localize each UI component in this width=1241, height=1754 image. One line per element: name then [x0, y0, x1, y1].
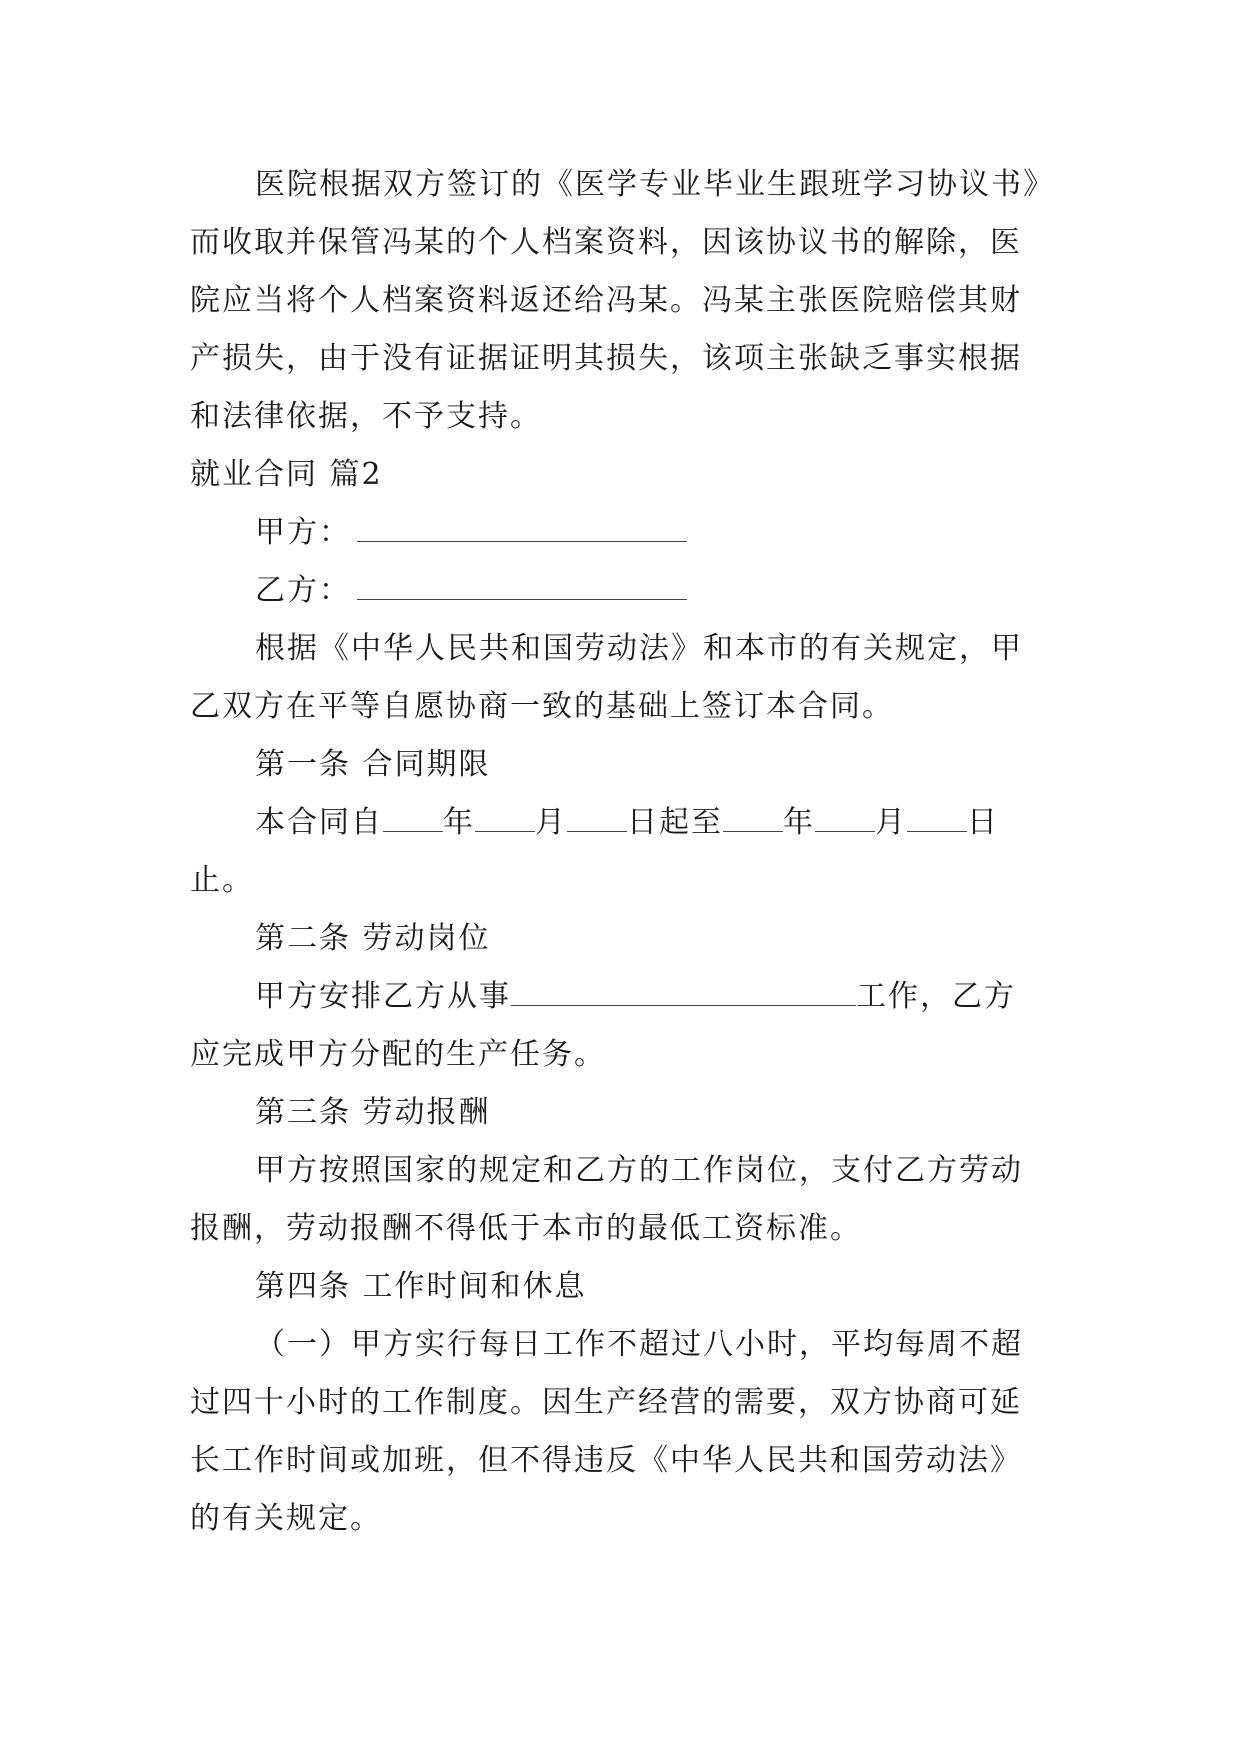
article-3-line: 甲方按照国家的规定和乙方的工作岗位，支付乙方劳动 [255, 1153, 1023, 1188]
party-b-blank [357, 575, 687, 600]
month-label: 月 [535, 805, 567, 840]
party-b-label: 乙方： [255, 573, 351, 608]
section-heading: 就业合同 篇2 [190, 457, 383, 492]
article-4-line: （一）甲方实行每日工作不超过八小时，平均每周不超 [255, 1327, 1023, 1362]
article-3-title: 第三条 劳动报酬 [255, 1095, 491, 1130]
end-year-blank [723, 807, 783, 832]
article-4-line: 长工作时间或加班，但不得违反《中华人民共和国劳动法》 [190, 1443, 1022, 1478]
paragraph-line: 院应当将个人档案资料返还给冯某。冯某主张医院赔偿其财 [190, 283, 1022, 318]
article-1-term-row [255, 803, 999, 843]
article-4-title: 第四条 工作时间和休息 [255, 1269, 587, 1304]
day-to-label: 日起至 [627, 805, 723, 840]
job-blank [511, 981, 856, 1006]
party-a-blank [357, 517, 687, 542]
article-2-row [255, 977, 1016, 1017]
party-b-row [255, 571, 687, 611]
year-label: 年 [783, 805, 815, 840]
intro-line: 根据《中华人民共和国劳动法》和本市的有关规定，甲 [255, 631, 1023, 666]
term-start-text: 本合同自 [255, 805, 383, 840]
party-a-label: 甲方： [255, 515, 351, 550]
start-month-blank [475, 807, 535, 832]
article-4-line: 的有关规定。 [190, 1501, 382, 1536]
start-year-blank [383, 807, 443, 832]
paragraph-line: 医院根据双方签订的《医学专业毕业生跟班学习协议书》 [255, 167, 1055, 202]
paragraph-line: 和法律依据，不予支持。 [190, 399, 542, 434]
article-2-line: 应完成甲方分配的生产任务。 [190, 1037, 606, 1072]
day-label: 日 [967, 805, 999, 840]
start-day-blank [567, 807, 627, 832]
end-month-blank [815, 807, 875, 832]
paragraph-line: 而收取并保管冯某的个人档案资料，因该协议书的解除，医 [190, 225, 1022, 260]
term-end-text: 止。 [190, 863, 254, 898]
month-label: 月 [875, 805, 907, 840]
article-4-line: 过四十小时的工作制度。因生产经营的需要，双方协商可延 [190, 1385, 1022, 1420]
paragraph-line: 产损失，由于没有证据证明其损失，该项主张缺乏事实根据 [190, 341, 1022, 376]
year-label: 年 [443, 805, 475, 840]
end-day-blank [907, 807, 967, 832]
article-1-title: 第一条 合同期限 [255, 747, 491, 782]
article-3-line: 报酬，劳动报酬不得低于本市的最低工资标准。 [190, 1211, 862, 1246]
intro-line: 乙双方在平等自愿协商一致的基础上签订本合同。 [190, 689, 894, 724]
party-a-row [255, 513, 687, 553]
job-text: 甲方安排乙方从事 [255, 979, 511, 1014]
article-2-title: 第二条 劳动岗位 [255, 921, 491, 956]
job-text-end: 工作，乙方 [856, 979, 1016, 1014]
